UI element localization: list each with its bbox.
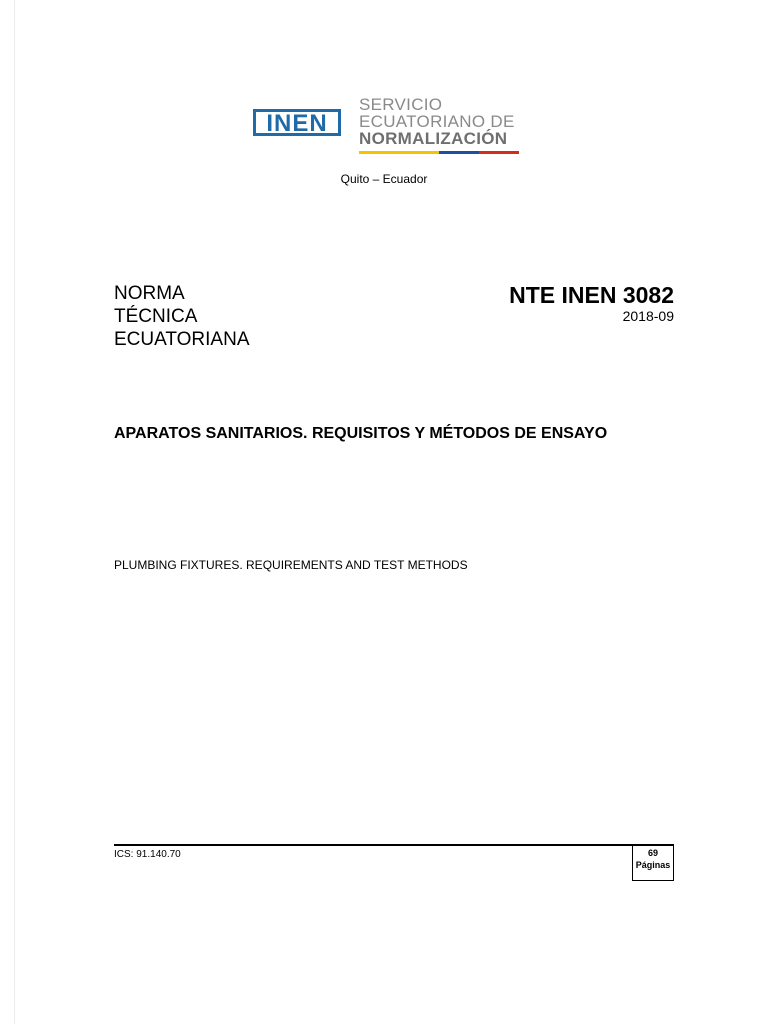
stripe-blue bbox=[439, 151, 479, 154]
page-count-box bbox=[632, 845, 674, 881]
document-title-spanish: APARATOS SANITARIOS. REQUISITOS Y MÉTODOS DE ENSAYO bbox=[114, 425, 608, 442]
inen-logo bbox=[253, 96, 523, 156]
ics-code: ICS: 91.140.70 bbox=[114, 849, 181, 860]
page-count-label: Páginas bbox=[635, 860, 671, 870]
logo-wordmark bbox=[359, 96, 515, 147]
inen-logo-box bbox=[253, 109, 341, 136]
logo-line-2: ECUATORIANO DE bbox=[359, 112, 515, 131]
norma-line-2: TÉCNICA bbox=[114, 306, 198, 327]
logo-acronym: INEN bbox=[266, 110, 328, 137]
logo-flag-stripes bbox=[359, 151, 519, 154]
norma-line-1: NORMA bbox=[114, 283, 185, 304]
document-title-english: PLUMBING FIXTURES. REQUIREMENTS AND TEST METHODS bbox=[114, 558, 468, 572]
city-location: Quito – Ecuador bbox=[340, 172, 428, 186]
stripe-red bbox=[479, 151, 519, 154]
norma-heading bbox=[114, 282, 250, 351]
page-count: 69 bbox=[647, 848, 658, 858]
stripe-yellow bbox=[359, 151, 439, 154]
page-edge bbox=[14, 0, 15, 1024]
logo-line-3: NORMALIZACIÓN bbox=[359, 129, 508, 148]
standard-code: NTE INEN 3082 bbox=[509, 282, 674, 308]
standard-date: 2018-09 bbox=[622, 308, 674, 324]
norma-line-3: ECUATORIANA bbox=[114, 329, 250, 350]
footer-divider bbox=[114, 844, 674, 846]
logo-line-1: SERVICIO bbox=[359, 95, 443, 114]
